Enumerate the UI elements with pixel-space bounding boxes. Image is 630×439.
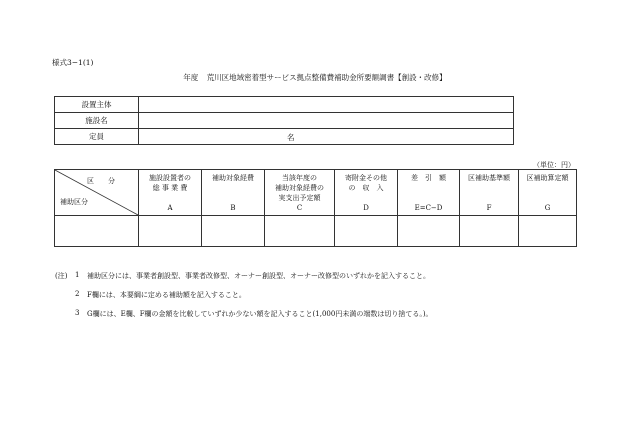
amount-header-row (55, 170, 577, 216)
col-label-line: 寄附金その他 の 収 入 (345, 174, 387, 192)
col-total-project-cost (139, 170, 202, 216)
info-value-establisher[interactable] (139, 97, 514, 113)
info-value-facility-name[interactable] (139, 113, 514, 129)
info-row-capacity (55, 129, 514, 145)
form-number: 様式3−1(1) (52, 58, 94, 67)
diagonal-header-cell (55, 170, 139, 216)
notes-mark: (注) (55, 272, 68, 280)
col-code: E=C−D (414, 204, 443, 212)
col-code: F (486, 204, 492, 212)
col-planned-expenditure (265, 170, 335, 216)
cell-d[interactable] (335, 216, 398, 247)
col-code: B (230, 204, 236, 212)
col-ward-standard-amount (460, 170, 519, 216)
title-main: 荒川区地域密着型サービス拠点整備費補助金所要額調書【創設・改修】 (206, 73, 447, 82)
amount-table (54, 169, 577, 247)
col-label-line: 区補助算定額 (526, 174, 569, 182)
col-ward-calculated-amount (519, 170, 577, 216)
col-code: D (363, 204, 369, 212)
col-code: G (544, 204, 551, 212)
col-label-line: 当該年度の 補助対象経費の 実支出予定額 (275, 174, 324, 202)
cell-e[interactable] (398, 216, 460, 247)
col-label-line: 補助対象経費 (212, 174, 254, 182)
title-year-label: 年度 (183, 73, 199, 82)
info-row-establisher (55, 97, 514, 113)
cell-b[interactable] (202, 216, 265, 247)
col-label-line: 差 引 額 (411, 174, 446, 182)
col-code: C (296, 204, 303, 212)
capacity-unit: 名 (287, 133, 295, 142)
cell-subsidy-type[interactable] (55, 216, 139, 247)
col-label-line: 区補助基準額 (468, 174, 510, 182)
col-eligible-cost (202, 170, 265, 216)
cell-g[interactable] (519, 216, 577, 247)
cell-c[interactable] (265, 216, 335, 247)
info-value-capacity[interactable] (139, 129, 514, 145)
unit-note: （単位：円） (533, 161, 575, 169)
cell-a[interactable] (139, 216, 202, 247)
info-row-facility-name (55, 113, 514, 129)
note-text: G欄には、E欄、F欄の金額を比較していずれか少ない額を記入すること(1,000円未満の端数は切り捨てる。)。 (87, 310, 433, 318)
diagonal-label-category: 区分 (87, 177, 129, 185)
col-net-amount (398, 170, 460, 216)
col-label-line: 施設設置者の 総 事 業 費 (149, 174, 191, 192)
col-donations-other-income (335, 170, 398, 216)
note-number: 1 (75, 271, 80, 279)
note-text: 補助区分には、事業者創設型、事業者改修型、オーナー創設型、オーナー改修型のいずれかを記入すること。 (87, 272, 430, 280)
facility-info-table (54, 96, 514, 145)
note-number: 3 (75, 309, 80, 317)
info-label-capacity: 定員 (55, 129, 139, 145)
cell-f[interactable] (460, 216, 519, 247)
note-number: 2 (75, 290, 80, 298)
info-label-establisher: 設置主体 (55, 97, 139, 113)
info-label-facility-name: 施設名 (55, 113, 139, 129)
amount-entry-row (55, 216, 577, 247)
note-text: F欄には、本要綱に定める補助額を記入すること。 (87, 291, 246, 299)
document-title (0, 72, 630, 83)
col-code: A (167, 204, 173, 212)
diagonal-label-subsidy-type: 補助区分 (60, 198, 88, 206)
